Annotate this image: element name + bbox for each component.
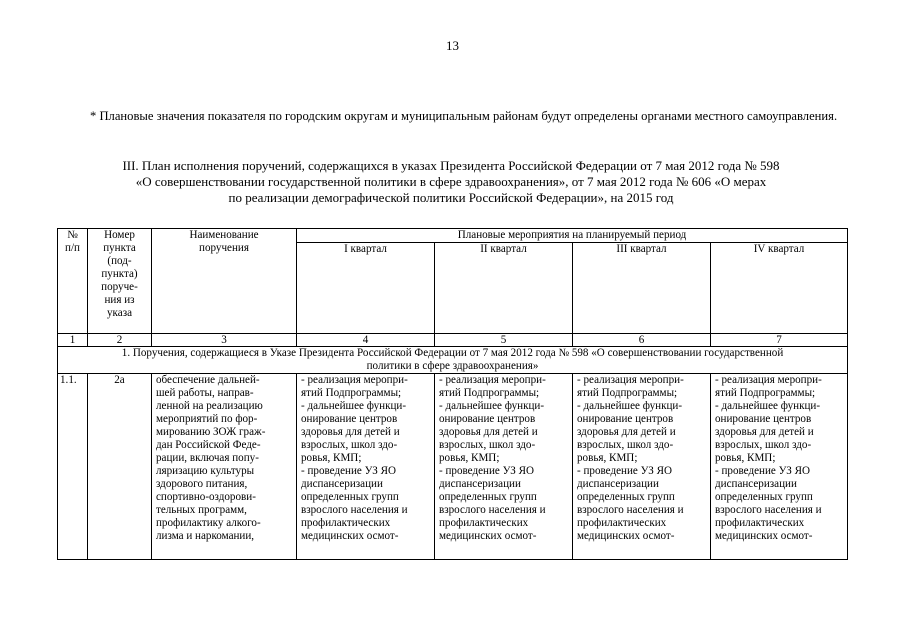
column-number: 2 — [88, 334, 152, 347]
quarter-line: взрослого населения и — [439, 504, 546, 516]
table-row — [58, 374, 848, 560]
quarter-line: ятий Подпрограммы; — [439, 387, 540, 399]
column-number: 6 — [573, 334, 711, 347]
quarter-line: диспансеризации — [439, 478, 521, 490]
quarter-line: медицинских осмот- — [715, 530, 813, 542]
row-quarter-2 — [435, 374, 573, 560]
section-title-line: по реализации демографической политики Российской Федерации», на 2015 год — [228, 190, 674, 205]
quarter-line: взрослых, школ здо- — [301, 439, 398, 451]
quarter-line: онирование центров — [301, 413, 398, 425]
quarter-line: определенных групп — [715, 491, 813, 503]
quarter-line: - проведение УЗ ЯО — [715, 465, 811, 477]
row-item: 2а — [88, 374, 152, 560]
quarter-line: взрослого населения и — [301, 504, 408, 516]
quarter-line: - реализация меропри- — [439, 374, 546, 386]
header-quarter-1: I квартал — [297, 243, 435, 334]
quarter-line: взрослых, школ здо- — [439, 439, 536, 451]
quarter-line: профилактических — [577, 517, 667, 529]
page-number: 13 — [446, 38, 459, 53]
column-number: 5 — [435, 334, 573, 347]
quarter-line: взрослых, школ здо- — [577, 439, 674, 451]
quarter-line: - реализация меропри- — [301, 374, 408, 386]
header-item: Номер пункта (под- пункта) поруче- ния из указа — [88, 229, 152, 334]
quarter-line: взрослых, школ здо- — [715, 439, 812, 451]
column-number: 1 — [58, 334, 88, 347]
quarter-line: онирование центров — [715, 413, 812, 425]
quarter-line: взрослого населения и — [577, 504, 684, 516]
row-quarter-1 — [297, 374, 435, 560]
row-name: обеспечение дальней- шей работы, направ- ленной на реализацию мероприятий по фор- мированию ЗОЖ граж- дан Российской Феде- рации, включая попу- ляризацию культуры здорового питания, спортивно-оздорови- тельных программ, профилактику алкого- лизма и наркомании, — [152, 374, 297, 560]
section-title-line: III. План исполнения поручений, содержащихся в указах Президента Российской Федерации от 7 мая 2012 года № 598 — [122, 158, 780, 173]
quarter-line: здоровья для детей и — [715, 426, 814, 438]
header-planned: Плановые мероприятия на планируемый период — [297, 229, 848, 243]
row-quarter-4 — [711, 374, 848, 560]
quarter-line: - дальнейшее функци- — [439, 400, 545, 412]
quarter-line: - дальнейшее функци- — [577, 400, 683, 412]
row-num: 1.1. — [58, 374, 88, 560]
quarter-line: диспансеризации — [301, 478, 383, 490]
quarter-line: ровья, КМП; — [577, 452, 638, 464]
header-row — [58, 229, 848, 243]
header-num: № п/п — [58, 229, 88, 334]
quarter-line: ровья, КМП; — [715, 452, 776, 464]
quarter-line: здоровья для детей и — [301, 426, 400, 438]
quarter-line: здоровья для детей и — [577, 426, 676, 438]
header-name: Наименование поручения — [152, 229, 297, 334]
quarter-line: диспансеризации — [715, 478, 797, 490]
quarter-line: профилактических — [439, 517, 529, 529]
quarter-line: взрослого населения и — [715, 504, 822, 516]
quarter-line: профилактических — [301, 517, 391, 529]
header-quarter-3: III квартал — [573, 243, 711, 334]
quarter-line: онирование центров — [439, 413, 536, 425]
section-title-line: «О совершенствовании государственной политики в сфере здравоохранения», от 7 мая 2012 года № 606 «О мерах — [135, 174, 767, 189]
quarter-line: - реализация меропри- — [715, 374, 822, 386]
quarter-line: - проведение УЗ ЯО — [301, 465, 397, 477]
footnote: * Плановые значения показателя по городским округам и муниципальным районам будут определены органами местного самоуправления. — [90, 109, 838, 123]
quarter-line: ятий Подпрограммы; — [301, 387, 402, 399]
quarter-line: онирование центров — [577, 413, 674, 425]
quarter-line: ятий Подпрограммы; — [715, 387, 816, 399]
quarter-line: определенных групп — [577, 491, 675, 503]
group-row — [58, 347, 848, 374]
section-title — [57, 158, 845, 206]
column-number-row — [58, 334, 848, 347]
quarter-line: определенных групп — [301, 491, 399, 503]
quarter-line: ятий Подпрограммы; — [577, 387, 678, 399]
column-number: 3 — [152, 334, 297, 347]
quarter-line: - проведение УЗ ЯО — [577, 465, 673, 477]
quarter-line: медицинских осмот- — [577, 530, 675, 542]
quarter-line: - реализация меропри- — [577, 374, 684, 386]
quarter-line: профилактических — [715, 517, 805, 529]
quarter-line: диспансеризации — [577, 478, 659, 490]
quarter-line: определенных групп — [439, 491, 537, 503]
quarter-line: ровья, КМП; — [301, 452, 362, 464]
column-number: 7 — [711, 334, 848, 347]
quarter-line: медицинских осмот- — [301, 530, 399, 542]
quarter-line: ровья, КМП; — [439, 452, 500, 464]
quarter-line: - дальнейшее функци- — [715, 400, 821, 412]
row-quarter-3 — [573, 374, 711, 560]
header-quarter-4: IV квартал — [711, 243, 848, 334]
quarter-line: здоровья для детей и — [439, 426, 538, 438]
quarter-line: медицинских осмот- — [439, 530, 537, 542]
column-number: 4 — [297, 334, 435, 347]
group-heading: 1. Поручения, содержащиеся в Указе Президента Российской Федерации от 7 мая 2012 года № 598 «О совершенствовании государственной политики в сфере здравоохранения» — [58, 347, 848, 374]
header-quarter-2: II квартал — [435, 243, 573, 334]
quarter-line: - проведение УЗ ЯО — [439, 465, 535, 477]
quarter-line: - дальнейшее функци- — [301, 400, 407, 412]
plan-table — [57, 228, 848, 560]
